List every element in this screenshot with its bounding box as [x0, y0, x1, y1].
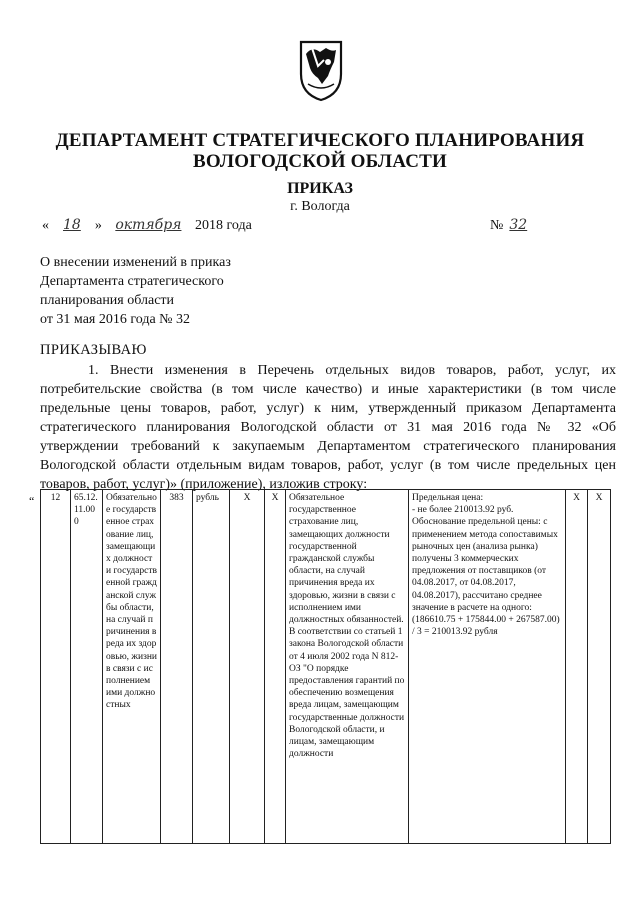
x-cell: X [265, 490, 286, 844]
okpd-code-cell: 65.12.11.000 [71, 490, 103, 844]
order-subject [40, 253, 300, 329]
amendment-table [40, 489, 611, 844]
order-number [490, 217, 541, 234]
table-row [41, 490, 611, 844]
description-cell: Обязательное государственное страхование лиц, замещающих должности государственной гражданской службы области, на случай причинения вреда их здоровью, жизни в связи с исполнением ими должностных обязанностей. В соответствии со статьей 1 закона Вологодской области от 4 июля 2002 года N 812-ОЗ "О порядке предоставления гарантий по обеспечению возмещения вреда лицам, замещающим государственные должности Вологодской области, и лицам, замещающим должности [286, 490, 409, 844]
order-title: ПРИКАЗ [287, 180, 353, 197]
price-cell: Предельная цена: - не более 210013.92 руб. Обоснование предельной цены: с применением метода сопоставимых рыночных цен (анализа рынка) получены 3 коммерческих предложения от поставщиков (от 04.08.2017, от 04.08.2017, 04.08.2017), рассчитано среднее значение в расчете на одного: (186610.75 + 175844.00 + 267587.00) / 3 = 210013.92 рубля [409, 490, 566, 844]
department-name-line2: ВОЛОГОДСКОЙ ОБЛАСТИ [192, 151, 448, 172]
subject-line: Департамента стратегического [40, 274, 224, 289]
item-name-cell: Обязательное государственное страхование лиц, замещающих должности государственной гражданской службы области, на случай причинения вреда их здоровью, жизни в связи с исполнением ими должностных [103, 490, 161, 844]
date-open-quote: « [42, 218, 49, 233]
date-close-quote: » [94, 218, 102, 233]
number-value: 32 [509, 217, 528, 233]
row-number-cell: 12 [41, 490, 71, 844]
table-open-quote: “ [29, 494, 35, 508]
coat-of-arms-icon [298, 40, 344, 102]
order-city: г. Вологда [290, 199, 350, 214]
order-date [42, 217, 252, 234]
directive-heading: ПРИКАЗЫВАЮ [40, 342, 147, 358]
order-paragraph [40, 361, 616, 494]
unit-code-cell: 383 [161, 490, 193, 844]
x-cell: X [566, 490, 588, 844]
department-name-line1: ДЕПАРТАМЕНТ СТРАТЕГИЧЕСКОГО ПЛАНИРОВАНИЯ [55, 130, 585, 151]
paragraph-text: 1. Внести изменения в Перечень отдельных видов товаров, работ, услуг, их потребительские свойства (в том числе качество) и иные характеристики (в том числе предельные цены товаров, работ, услуг) к ним, утвержденный приказом Департамента стратегического планирования Вологодской области от 31 мая 2016 года № 32 «Об утверждении требований к закупаемым Департаментом стратегического планирования Вологодской области отдельным видам товаров, работ, услуг (в том числе предельных цен товаров, работ, услуг)» (приложение), изложив строку: [40, 363, 616, 492]
x-cell: X [588, 490, 611, 844]
number-label: № [490, 218, 504, 233]
subject-line: планирования области [40, 293, 175, 308]
subject-line: О внесении изменений в приказ [40, 255, 231, 270]
x-cell: X [230, 490, 265, 844]
unit-name-cell: рубль [193, 490, 230, 844]
date-year: 2018 года [194, 218, 252, 233]
date-day: 18 [63, 217, 81, 233]
date-month: октября [115, 217, 182, 233]
subject-line: от 31 мая 2016 года № 32 [40, 312, 191, 327]
